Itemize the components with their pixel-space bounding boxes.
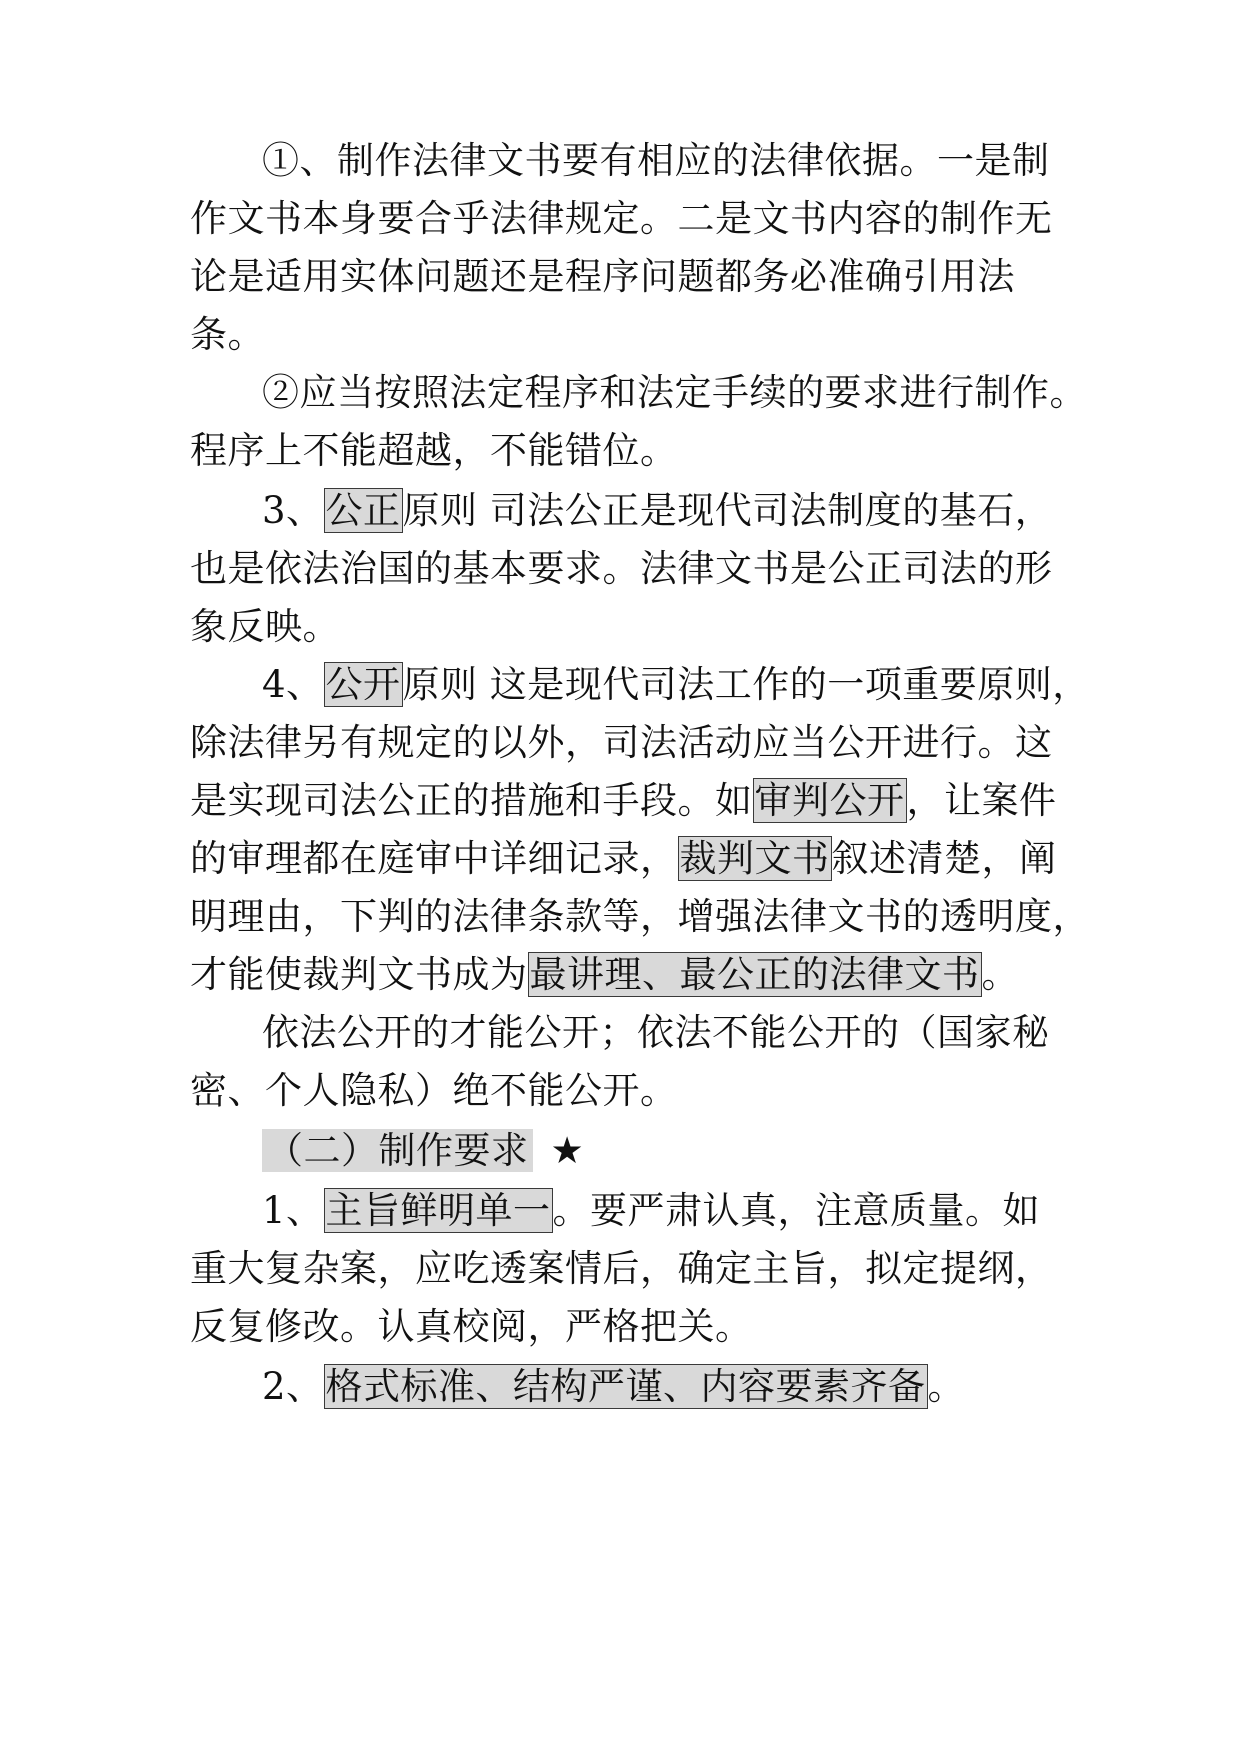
paragraph-line: 除法律另有规定的以外，司法活动应当公开进行。这	[190, 721, 1053, 764]
line-text: 才能使裁判文书成为	[190, 953, 528, 996]
paragraph-line: 作文书本身要合乎法律规定。二是文书内容的制作无	[190, 197, 1053, 240]
paragraph-line: ①、制作法律文书要有相应的法律依据。一是制	[262, 139, 1050, 182]
star-icon: ★	[550, 1129, 585, 1172]
section-heading-text: （二）制作要求	[262, 1129, 533, 1172]
section-heading	[262, 1124, 1070, 1178]
line-text: 原则 这是现代司法工作的一项重要原则，	[402, 663, 1090, 706]
paragraph-line	[190, 774, 1070, 828]
paragraph-line: 反复修改。认真校阅，严格把关。	[190, 1305, 753, 1348]
paragraph-line: 依法公开的才能公开；依法不能公开的（国家秘	[262, 1011, 1050, 1054]
item-number: 1、	[262, 1189, 324, 1232]
line-text: 是实现司法公正的措施和手段。如	[190, 779, 753, 822]
item-number: 2、	[262, 1365, 324, 1408]
paragraph-line	[190, 832, 1070, 886]
highlighted-term: 公正	[325, 489, 401, 532]
paragraph-line	[262, 484, 1070, 538]
line-text: 原则 司法公正是现代司法制度的基石，	[402, 489, 1053, 532]
paragraph-line	[262, 1360, 1070, 1414]
paragraph-line: 重大复杂案，应吃透案情后，确定主旨，拟定提纲，	[190, 1247, 1053, 1290]
line-text: 叙述清楚，阐	[831, 837, 1057, 880]
paragraph-line: 条。	[190, 313, 265, 356]
highlighted-term: 公开	[325, 663, 401, 706]
paragraph-line	[262, 1184, 1070, 1238]
line-text: 。要严肃认真，注意质量。如	[552, 1189, 1041, 1232]
paragraph-line: ②应当按照法定程序和法定手续的要求进行制作。	[262, 371, 1087, 414]
item-number: 4、	[262, 663, 324, 706]
highlighted-term: 审判公开	[754, 779, 905, 822]
line-text: 的审理都在庭审中详细记录，	[190, 837, 678, 880]
paragraph-line	[190, 948, 1070, 1002]
line-text: 。	[927, 1365, 966, 1408]
paragraph-line: 论是适用实体问题还是程序问题都务必准确引用法	[190, 255, 1015, 298]
line-text: ，让案件	[906, 779, 1057, 822]
paragraph-line: 程序上不能超越，不能错位。	[190, 429, 678, 472]
paragraph-line: 明理由，下判的法律条款等，增强法律文书的透明度，	[190, 895, 1090, 938]
highlighted-term: 最讲理、最公正的法律文书	[529, 953, 980, 996]
highlighted-term: 裁判文书	[679, 837, 830, 880]
paragraph-line	[262, 658, 1090, 712]
item-number: 3、	[262, 489, 324, 532]
paragraph-line: 象反映。	[190, 605, 340, 648]
highlighted-term: 格式标准、结构严谨、内容要素齐备	[325, 1365, 926, 1408]
paragraph-line: 也是依法治国的基本要求。法律文书是公正司法的形	[190, 547, 1053, 590]
paragraph-line: 密、个人隐私）绝不能公开。	[190, 1069, 678, 1112]
line-text: 。	[981, 953, 1019, 996]
highlighted-term: 主旨鲜明单一	[325, 1189, 551, 1232]
